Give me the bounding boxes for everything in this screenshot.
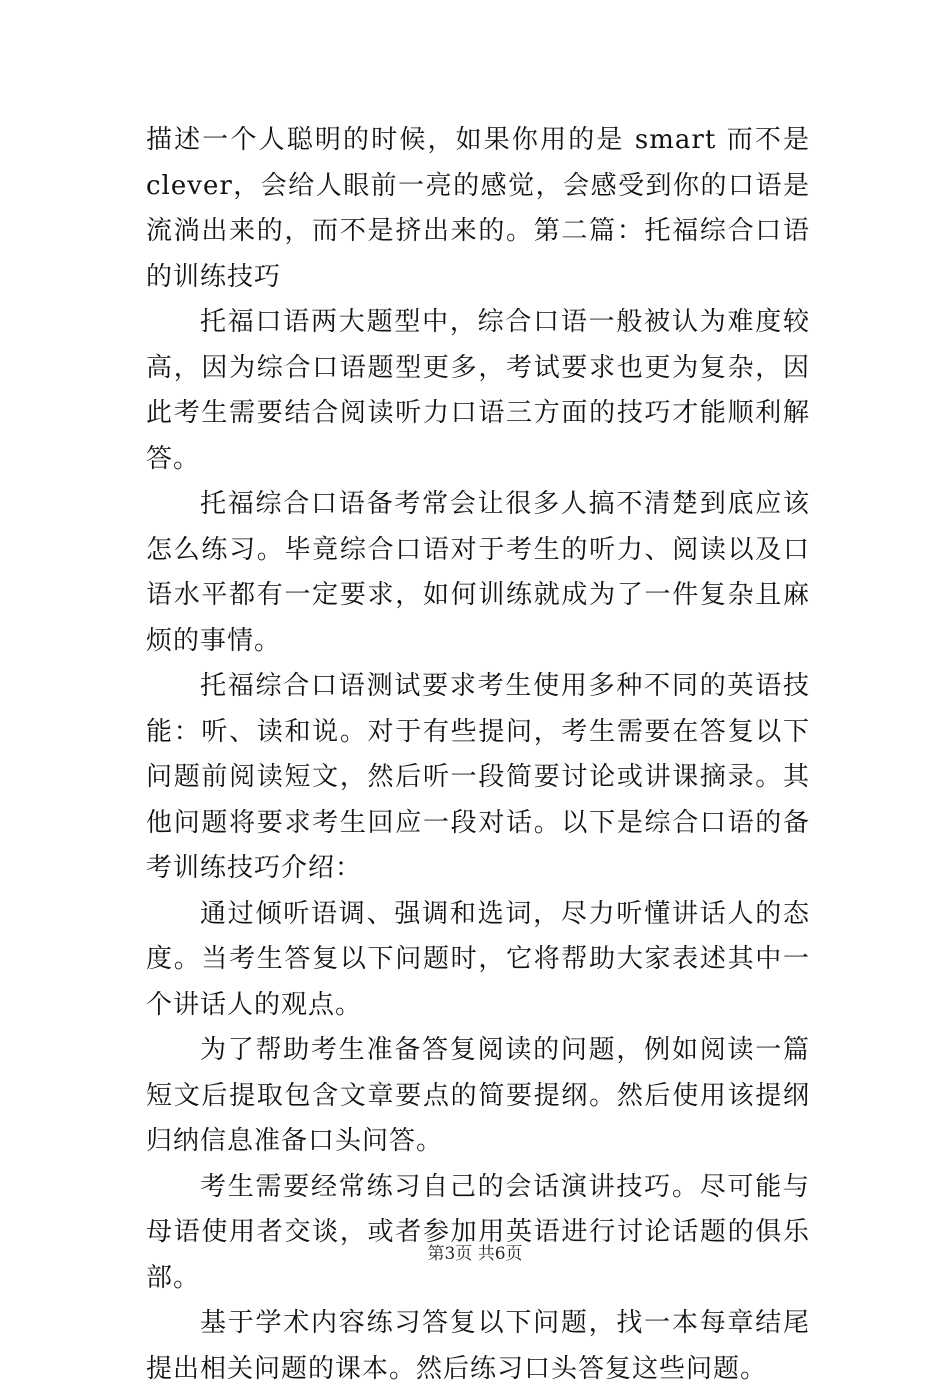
- paragraph-3: 托福综合口语备考常会让很多人搞不清楚到底应该怎么练习。毕竟综合口语对于考生的听力、阅读以及口语水平都有一定要求，如何训练就成为了一件复杂且麻烦的事情。: [146, 489, 810, 656]
- paragraph-4: 托福综合口语测试要求考生使用多种不同的英语技能：听、读和说。对于有些提问，考生需要在答复以下问题前阅读短文，然后听一段简要讨论或讲课摘录。其他问题将要求考生回应一段对话。以下是综合口语的备考训练技巧介绍：: [146, 671, 810, 883]
- paragraph-6: 为了帮助考生准备答复阅读的问题，例如阅读一篇短文后提取包含文章要点的简要提纲。然后使用该提纲归纳信息准备口头问答。: [146, 1035, 810, 1156]
- paragraph-8: 基于学术内容练习答复以下问题，找一本每章结尾提出相关问题的课本。然后练习口头答复这些问题。: [146, 1308, 810, 1384]
- paragraph-7: 考生需要经常练习自己的会话演讲技巧。尽可能与母语使用者交谈，或者参加用英语进行讨论话题的俱乐部。: [146, 1171, 810, 1293]
- document-body: [146, 118, 810, 1392]
- paragraph-1: 描述一个人聪明的时候，如果你用的是 smart 而不是 clever，会给人眼前一亮的感觉，会感受到你的口语是流淌出来的，而不是挤出来的。第二篇：托福综合口语的训练技巧: [146, 125, 810, 292]
- paragraph-2: 托福口语两大题型中，综合口语一般被认为难度较高，因为综合口语题型更多，考试要求也更为复杂，因此考生需要结合阅读听力口语三方面的技巧才能顺利解答。: [146, 307, 810, 474]
- paragraph-5: 通过倾听语调、强调和选词，尽力听懂讲话人的态度。当考生答复以下问题时，它将帮助大家表述其中一个讲话人的观点。: [146, 898, 810, 1020]
- page-number-footer: 第3页 共6页: [427, 1244, 523, 1264]
